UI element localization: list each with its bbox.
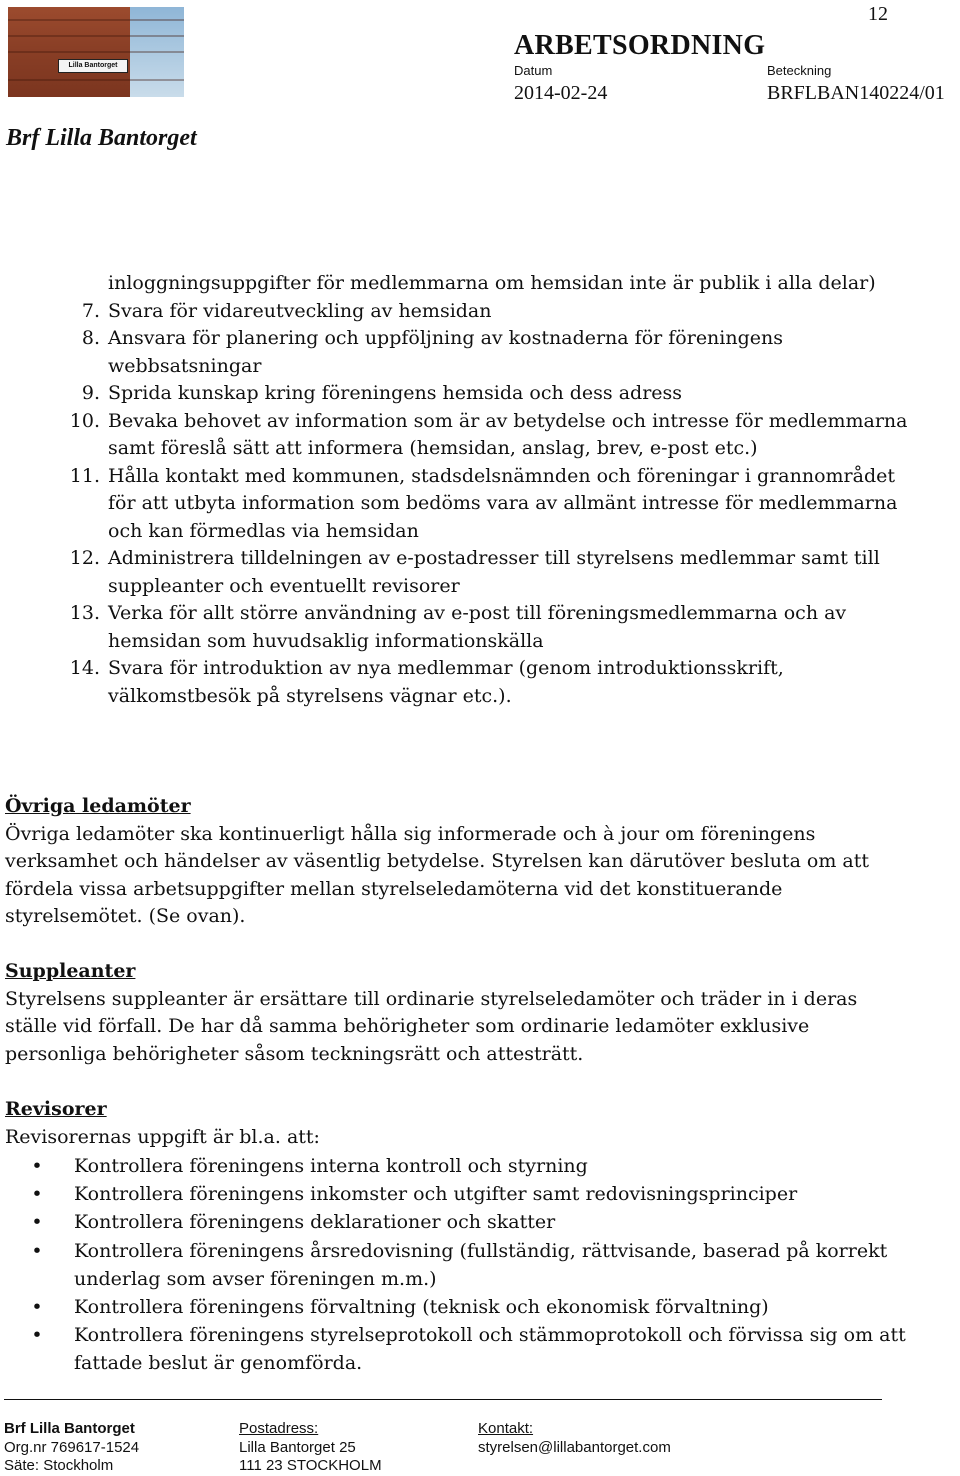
document-title: ARBETSORDNING (514, 30, 766, 61)
list-item (60, 408, 920, 463)
list-item (60, 380, 920, 408)
revisor-task-list (30, 1152, 920, 1378)
list-item-number: 14. (69, 657, 100, 679)
bullet-icon: • (31, 1239, 43, 1262)
list-item-number: 13. (69, 602, 100, 624)
list-item (60, 463, 920, 546)
footer-divider (4, 1399, 882, 1400)
list-item-text: Sprida kunskap kring föreningens hemsida och dess adress (108, 382, 683, 404)
list-item-text: inloggningsuppgifter för medlemmarna om hemsidan inte är publik i alla delar) (108, 272, 876, 294)
section-body: Styrelsens suppleanter är ersättare till ordinarie styrelseledamöter och träder in i deras ställe vid förfall. De har då samma behörigheter som ordinarie ledamöter exklusive personliga behörigheter såsom teckningsrätt och attesträtt. (5, 987, 858, 1065)
reference-value: BRFLBAN140224/01 (767, 82, 945, 104)
bullet-text: Kontrollera föreningens årsredovisning (fullständig, rättvisande, baserad på korrekt underlag som avser föreningen m.m.) (74, 1239, 888, 1290)
logo-brick-line (8, 79, 184, 81)
date-value: 2014-02-24 (514, 82, 608, 104)
footer-postal-label: Postadress: (239, 1420, 319, 1437)
footer-organization (4, 1420, 139, 1476)
bullet-item (30, 1237, 920, 1293)
footer-contact-label: Kontakt: (478, 1420, 534, 1437)
list-item-text: Svara för vidareutveckling av hemsidan (108, 299, 492, 322)
logo-brick-line (8, 51, 184, 53)
footer-postal-address (239, 1420, 382, 1476)
logo-street-sign: Lilla Bantorget (58, 59, 128, 73)
section-intro: Revisorernas uppgift är bl.a. att: (5, 1125, 320, 1148)
list-item (60, 545, 920, 600)
list-item-text: Svara för introduktion av nya medlemmar (genom introduktionsskrift, välkomstbesök på styrelsens vägnar etc.). (108, 657, 784, 707)
reference-label: Beteckning (767, 63, 832, 78)
list-item-number: 9. (81, 382, 100, 404)
section-revisorer (5, 1096, 915, 1151)
list-item-number: 10. (69, 409, 100, 432)
section-suppleanter (5, 958, 915, 1068)
list-item-text: Ansvara för planering och uppföljning av kostnaderna för föreningens webbsatsningar (108, 327, 784, 377)
section-heading: Suppleanter (5, 960, 136, 982)
section-heading: Revisorer (5, 1098, 107, 1120)
bullet-icon: • (31, 1324, 43, 1347)
section-ovriga-ledamoter (5, 793, 915, 931)
footer-org-number: Org.nr 769617-1524 (4, 1438, 140, 1456)
page-number: 12 (868, 3, 888, 25)
organization-name: Brf Lilla Bantorget (6, 125, 197, 151)
list-item-text: Bevaka behovet av information som är av betydelse och intresse för medlemmarna samt föreslå sätt att informera (hemsidan, anslag, brev, e-post etc.) (108, 409, 908, 459)
bullet-icon: • (31, 1183, 43, 1206)
logo-brick-line (8, 19, 184, 21)
bullet-text: Kontrollera föreningens interna kontroll och styrning (74, 1155, 588, 1177)
bullet-item (30, 1208, 920, 1236)
bullet-text: Kontrollera föreningens styrelseprotokoll och stämmoprotokoll och förvissa sig om att fattade beslut är genomförda. (74, 1324, 906, 1375)
footer-email: styrelsen@lillabantorget.com (478, 1438, 671, 1456)
list-item-text: Verka för allt större användning av e-post till föreningsmedlemmarna och av hemsidan som huvudsaklig informationskälla (108, 602, 847, 652)
footer-contact (478, 1420, 671, 1457)
list-item (60, 270, 920, 298)
footer-city: 111 23 STOCKHOLM (239, 1457, 382, 1474)
list-item-text: Hålla kontakt med kommunen, stadsdelsnämnden och föreningar i grannområdet för att utbyta information som bedöms vara av allmänt intresse för medlemmarna och kan förmedlas via hemsidan (108, 464, 898, 542)
bullet-icon: • (31, 1211, 43, 1234)
bullet-item (30, 1321, 920, 1377)
logo-brick-line (8, 35, 184, 37)
list-item (60, 655, 920, 710)
list-item-number: 8. (81, 327, 100, 349)
bullet-text: Kontrollera föreningens inkomster och utgifter samt redovisningsprinciper (74, 1183, 798, 1206)
list-item (60, 600, 920, 655)
bullet-icon: • (31, 1296, 43, 1319)
logo-photo (8, 7, 184, 97)
footer-seat: Säte: Stockholm (4, 1457, 114, 1474)
section-body: Övriga ledamöter ska kontinuerligt hålla sig informerade och à jour om föreningens verksamhet och händelser av väsentlig betydelse. Styrelsen kan därutöver besluta om att fördela vissa arbetsuppgifter mellan styrelseledamöterna vid det konstituerande styrelsemötet. (Se ovan). (5, 822, 870, 927)
numbered-task-list (60, 270, 920, 710)
list-item (60, 298, 920, 326)
bullet-icon: • (31, 1155, 43, 1177)
bullet-text: Kontrollera föreningens förvaltning (teknisk och ekonomisk förvaltning) (74, 1296, 769, 1319)
footer-org-name: Brf Lilla Bantorget (4, 1420, 135, 1437)
section-heading: Övriga ledamöter (5, 795, 191, 817)
bullet-text: Kontrollera föreningens deklarationer och skatter (74, 1211, 556, 1234)
bullet-item (30, 1293, 920, 1321)
date-label: Datum (514, 63, 553, 78)
footer-street: Lilla Bantorget 25 (239, 1438, 356, 1456)
list-item-number: 7. (81, 299, 100, 322)
list-item-number: 12. (69, 547, 100, 569)
list-item-number: 11. (69, 464, 100, 487)
list-item (60, 325, 920, 380)
bullet-item (30, 1152, 920, 1180)
bullet-item (30, 1180, 920, 1208)
list-item-text: Administrera tilldelningen av e-postadresser till styrelsens medlemmar samt till suppleanter och eventuellt revisorer (108, 547, 880, 597)
